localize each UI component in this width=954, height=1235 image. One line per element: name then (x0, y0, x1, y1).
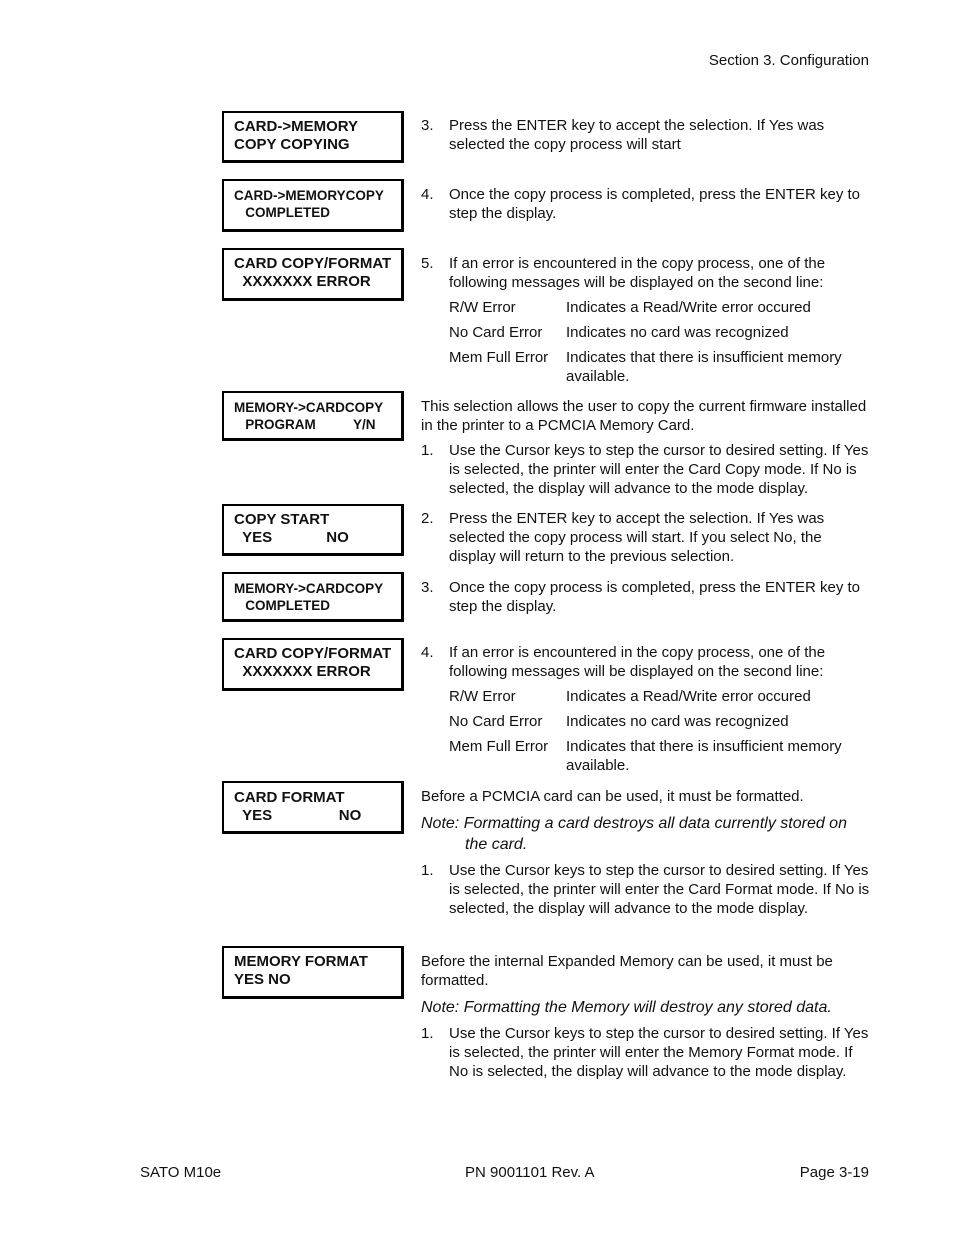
step-number: 3. (421, 579, 434, 596)
error-description: Indicates that there is insufficient memory available. (566, 349, 842, 385)
step-item (421, 509, 871, 566)
step-item (421, 185, 871, 223)
lcd-line-2: COMPLETED (234, 205, 331, 220)
error-row (421, 323, 871, 342)
error-description: Indicates a Read/Write error occured (566, 299, 811, 316)
footer-page-number: Page 3-19 (799, 1164, 869, 1181)
step-number: 1. (421, 862, 434, 879)
intro-paragraph: This selection allows the user to copy the current firmware installed in the printer to a PCMCIA Memory Card. (421, 398, 867, 434)
lcd-line-2: XXXXXXX ERROR (234, 663, 371, 680)
step-text: If an error is encountered in the copy process, one of the following messages will be displayed on the second line: (449, 644, 826, 680)
error-description: Indicates that there is insufficient memory available. (566, 738, 842, 774)
error-code: R/W Error (449, 299, 516, 316)
lcd-line-2: PROGRAM Y/N (234, 417, 376, 432)
footer-part-number: PN 9001101 Rev. A (465, 1164, 595, 1181)
step-text: Use the Cursor keys to step the cursor to desired setting. If Yes is selected, the printer will enter the Memory Format mode. If No is selected, the display will advance to the mode display. (449, 1025, 869, 1080)
instruction-block (421, 254, 871, 386)
lcd-display (222, 111, 404, 163)
lcd-line-1: MEMORY FORMAT (234, 953, 368, 970)
error-code: R/W Error (449, 688, 516, 705)
lcd-line-2: COMPLETED (234, 598, 331, 613)
lcd-display (222, 179, 404, 232)
lcd-line-1: COPY START (234, 511, 330, 528)
note-text: Note: Formatting a card destroys all data currently stored on the card. (421, 815, 847, 853)
instruction-block (421, 787, 871, 918)
section-header: Section 3. Configuration (708, 52, 869, 69)
error-code: Mem Full Error (449, 349, 549, 366)
step-number: 4. (421, 644, 434, 661)
lcd-display (222, 572, 404, 622)
step-item (421, 643, 871, 681)
step-text: Press the ENTER key to accept the selection. If Yes was selected the copy process will start. If you select No, the display will return to the previous selection. (449, 510, 825, 565)
step-item (421, 861, 871, 918)
lcd-display (222, 504, 404, 556)
error-description: Indicates no card was recognized (566, 324, 789, 341)
step-text: Use the Cursor keys to step the cursor to desired setting. If Yes is selected, the printer will enter the Card Copy mode. If No is selected, the display will advance to the mode display. (449, 442, 869, 497)
instruction-block (421, 643, 871, 775)
step-number: 1. (421, 1025, 434, 1042)
lcd-line-2: XXXXXXX ERROR (234, 273, 371, 290)
error-row (421, 737, 871, 775)
intro-paragraph: Before the internal Expanded Memory can be used, it must be formatted. (421, 953, 833, 989)
step-item (421, 441, 871, 498)
lcd-line-1: MEMORY->CARDCOPY (234, 581, 384, 596)
step-item (421, 578, 871, 616)
step-text: Press the ENTER key to accept the selection. If Yes was selected the copy process will start (449, 117, 825, 153)
step-number: 3. (421, 117, 434, 134)
step-number: 2. (421, 510, 434, 527)
step-number: 1. (421, 442, 434, 459)
instruction-block (421, 952, 871, 1081)
error-code: No Card Error (449, 713, 543, 730)
lcd-line-2: YES NO (234, 529, 349, 546)
lcd-line-2: COPY COPYING (234, 136, 350, 153)
lcd-line-2: YES NO (234, 971, 291, 988)
error-code: Mem Full Error (449, 738, 549, 755)
error-row (421, 348, 871, 386)
footer-product: SATO M10e (140, 1164, 222, 1181)
step-text: If an error is encountered in the copy process, one of the following messages will be displayed on the second line: (449, 255, 826, 291)
lcd-line-1: CARD FORMAT (234, 789, 345, 806)
note-text: Note: Formatting the Memory will destroy any stored data. (421, 999, 832, 1016)
step-text: Once the copy process is completed, press the ENTER key to step the display. (449, 186, 861, 222)
lcd-line-1: CARD COPY/FORMAT (234, 255, 392, 272)
instruction-block (421, 185, 871, 223)
step-item (421, 116, 871, 154)
error-row (421, 687, 871, 706)
step-text: Use the Cursor keys to step the cursor to desired setting. If Yes is selected, the printer will enter the Card Format mode. If No is selected, the display will advance to the mode display. (449, 862, 870, 917)
error-description: Indicates no card was recognized (566, 713, 789, 730)
lcd-display (222, 248, 404, 301)
error-code: No Card Error (449, 324, 543, 341)
lcd-display (222, 946, 404, 999)
lcd-line-1: CARD->MEMORYCOPY (234, 188, 384, 203)
instruction-block (421, 116, 871, 154)
lcd-line-1: CARD->MEMORY (234, 118, 359, 135)
error-description: Indicates a Read/Write error occured (566, 688, 811, 705)
lcd-display (222, 391, 404, 441)
step-number: 5. (421, 255, 434, 272)
error-row (421, 298, 871, 317)
step-number: 4. (421, 186, 434, 203)
intro-paragraph: Before a PCMCIA card can be used, it must be formatted. (421, 788, 804, 805)
step-item (421, 254, 871, 292)
instruction-block (421, 397, 871, 498)
instruction-block (421, 578, 871, 616)
lcd-line-1: MEMORY->CARDCOPY (234, 400, 384, 415)
step-text: Once the copy process is completed, press the ENTER key to step the display. (449, 579, 861, 615)
lcd-display (222, 638, 404, 691)
lcd-line-1: CARD COPY/FORMAT (234, 645, 392, 662)
lcd-display (222, 781, 404, 834)
lcd-line-2: YES NO (234, 807, 362, 824)
instruction-block (421, 509, 871, 566)
error-row (421, 712, 871, 731)
step-item (421, 1024, 871, 1081)
